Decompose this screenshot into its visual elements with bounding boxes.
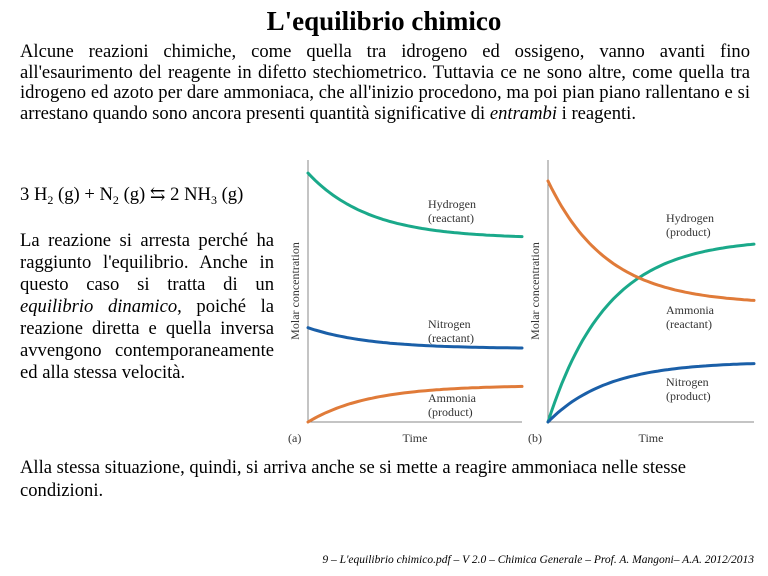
series-sublabel: (reactant) <box>666 317 712 331</box>
eq-part: (g) <box>216 184 244 205</box>
series-sublabel: (product) <box>666 389 711 403</box>
eq-subscript: 2 <box>47 193 54 207</box>
equilibrium-arrow-icon: ⇆ <box>149 184 166 205</box>
equilibrium-figure <box>282 152 760 448</box>
series-label: Nitrogen <box>666 375 709 389</box>
series-line-ammonia <box>548 181 754 300</box>
series-label: Nitrogen <box>428 317 471 331</box>
eq-part: 2 NH <box>165 184 211 205</box>
eq-part: (g) <box>118 184 150 205</box>
series-label: Ammonia <box>428 391 476 405</box>
intro-emphasis: entrambi <box>489 102 557 124</box>
panel-label: (a) <box>288 431 302 445</box>
series-label: Hydrogen <box>666 211 714 225</box>
series-sublabel: (product) <box>666 225 711 239</box>
series-sublabel: (reactant) <box>428 331 474 345</box>
intro-paragraph <box>20 42 750 124</box>
eq-subscript: 3 <box>210 193 217 207</box>
series-label: Hydrogen <box>428 197 476 211</box>
y-axis-title: Molar concentration <box>528 242 542 340</box>
y-axis-title: Molar concentration <box>288 242 302 340</box>
side-text-2: , poiché la reazione diretta e quella inversa avvengono contemporaneamente ed alla stessa velocità. <box>20 296 274 383</box>
intro-text-2: i reagenti. <box>557 102 636 124</box>
eq-part: (g) + N <box>53 184 113 205</box>
series-line-nitrogen <box>308 328 522 348</box>
page-title: L'equilibrio chimico <box>266 6 502 36</box>
series-sublabel: (product) <box>428 405 473 419</box>
reaction-equation <box>20 184 243 208</box>
eq-part: 3 H <box>20 184 48 205</box>
series-line-hydrogen <box>308 173 522 237</box>
bottom-paragraph: Alla stessa situazione, quindi, si arriva anche se si mette a reagire ammoniaca nelle stesse condizioni. <box>20 457 687 501</box>
x-axis-title: Time <box>402 431 428 445</box>
eq-subscript: 2 <box>112 193 119 207</box>
panel-label: (b) <box>528 431 542 445</box>
series-line-hydrogen <box>548 244 754 422</box>
x-axis-title: Time <box>638 431 664 445</box>
series-label: Ammonia <box>666 303 714 317</box>
page-footer: 9 – L'equilibrio chimico.pdf – V 2.0 – Chimica Generale – Prof. A. Mangoni– A.A. 2012/2013 <box>322 554 754 566</box>
intro-text-1: Alcune reazioni chimiche, come quella tra idrogeno ed ossigeno, vanno avanti fino all'esaurimento del reagente in difetto stechiometrico. Tuttavia ce ne sono altre, come quella tra idrogeno ed azoto per dare ammoniaca, che all'inizio procedono, ma poi pian piano rallentano e si arrestano quando sono ancora presenti quantità significative di <box>20 41 750 124</box>
series-line-ammonia <box>308 386 522 422</box>
series-line-nitrogen <box>548 364 754 422</box>
side-text-1: La reazione si arresta perché ha raggiunto l'equilibrio. Anche in questo caso si tratta di un <box>20 230 274 295</box>
series-sublabel: (reactant) <box>428 211 474 225</box>
side-paragraph <box>20 230 274 384</box>
side-emphasis: equilibrio dinamico <box>20 296 178 317</box>
